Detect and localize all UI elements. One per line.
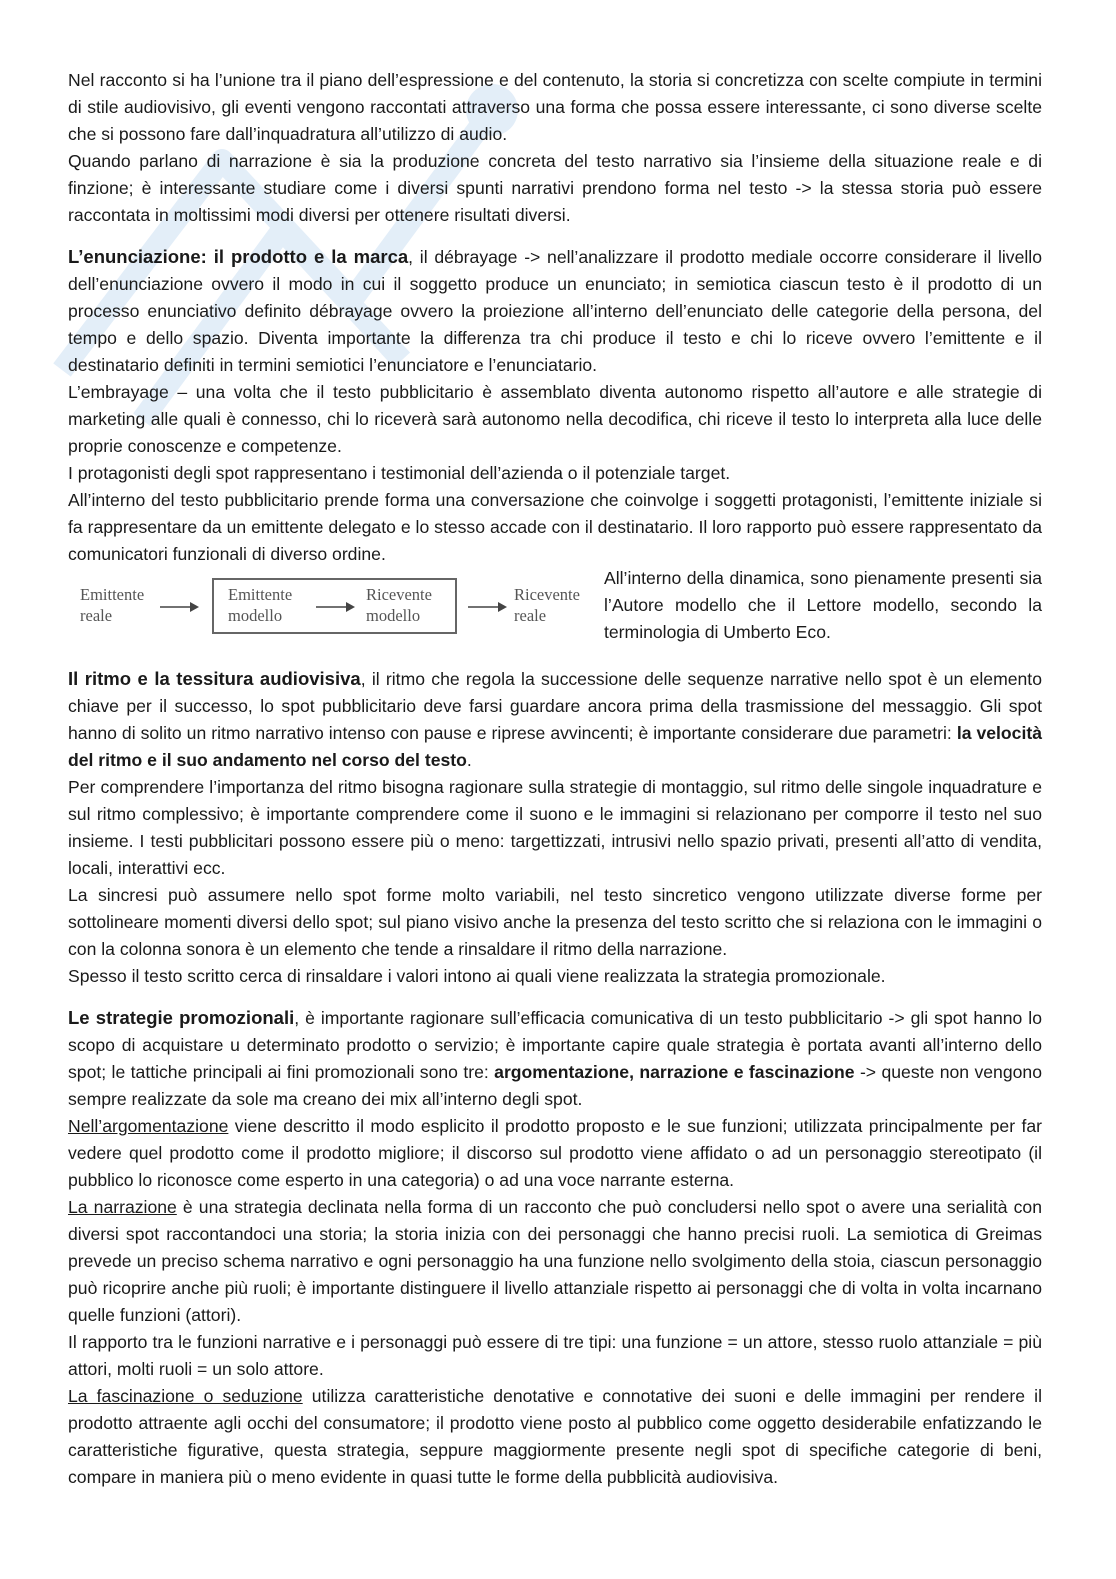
paragraph-ritmo: Il ritmo e la tessitura audiovisiva, il ritmo che regola la successione delle sequenze narrative nello spot è un elemento chiave per il successo, lo spot pubblicitario deve farsi guardare ancora prima della trasmissione del messaggio. Gli spot hanno di solito un ritmo narrativo intenso con pause e riprese avvincenti; è importante considerare due parametri: la velocità del ritmo e il suo andamento nel corso del testo. [68, 668, 1042, 770]
document-body [68, 67, 1042, 1491]
heading-strategie: Le strategie promozionali [68, 1007, 295, 1028]
text-ritmo-bold: la velocità del ritmo e il suo andamento nel corso del testo [68, 723, 1042, 770]
paragraph-argomentazione: Nell’argomentazione viene descritto il modo esplicito il prodotto proposto e le sue funzioni; utilizzata principalmente per far vedere quel prodotto come il prodotto migliore; il discorso sul prodotto viene affidato o ad un personaggio stereotipato (il pubblico lo riconosce come esperto in una categoria) o ad una voce narrante esterna. [68, 1116, 1042, 1190]
text-strategie: , è importante ragionare sull’efficacia comunicativa di un testo pubblicitario -> gli spot hanno lo scopo di acquistare u determinato prodotto o servizio; è importante capire quale strategia è portata avanti all’interno dello spot; le tattiche principali ai fini promozionali sono tre: [68, 1008, 1042, 1082]
arrow-icon [316, 600, 356, 614]
term-fascinazione: La fascinazione o seduzione [68, 1386, 303, 1406]
node-emittente-modello: Emittente modello [228, 585, 293, 625]
arrow-icon [160, 600, 200, 614]
diagram-section [68, 568, 1042, 651]
term-narrazione: La narrazione [68, 1197, 177, 1217]
node-ricevente-reale: Ricevente reale [514, 585, 580, 625]
node-ricevente-modello: Ricevente modello [366, 585, 432, 625]
paragraph-protagonisti: I protagonisti degli spot rappresentano i testimonial dell’azienda o il potenziale target. [68, 463, 731, 483]
paragraph-1: Nel racconto si ha l’unione tra il piano dell’espressione e del contenuto, la storia si concretizza con scelte compiute in termini di stile audiovisivo, gli eventi vengono raccontati attraverso una forma che possa essere interessante, ci sono diverse scelte che si possono fare dall’inquadratura all’utilizzo di audio. [68, 70, 1042, 144]
paragraph-2: Quando parlano di narrazione è sia la produzione concreta del testo narrativo sia l’insieme della situazione reale e di finzione; è interessante studiare come i diversi spunti narrativi prendono forma nel testo -> la stessa storia può essere raccontata in moltissimi modi diversi per ottenere risultati diversi. [68, 151, 1042, 225]
text-strategie-bold: argomentazione, narrazione e fascinazione [494, 1062, 855, 1082]
term-argomentazione: Nell’argomentazione [68, 1116, 229, 1136]
paragraph-autore-modello: All’interno della dinamica, sono pienamente presenti sia l’Autore modello che il Lettore modello, secondo la terminologia di Umberto Eco. [604, 568, 1042, 642]
paragraph-montaggio: Per comprendere l’importanza del ritmo bisogna ragionare sulla strategie di montaggio, sul ritmo delle singole inquadrature e sul ritmo complessivo; è importante comprendere come il suono e le immagini si relazionano per comporre il testo nel suo insieme. I testi pubblicitari possono essere più o meno: targettizzati, intrusivi nello spazio privati, presenti all’atto di vendita, locali, interattivi ecc. [68, 777, 1042, 878]
text-enunciazione: , il débrayage -> nell’analizzare il prodotto mediale occorre considerare il livello dell’enunciazione ovvero il modo in cui il soggetto produce un enunciato; in semiotica ciascun testo è il prodotto di un processo enunciativo definito débrayage ovvero la proiezione all’interno dell’enunciato delle categorie della persona, del tempo e dello spazio. Diventa importante la differenza tra chi produce il testo e chi lo riceve ovvero l’emittente e il destinatario definiti in termini semiotici l’enunciatore e l’enunciatario. [68, 247, 1042, 375]
heading-ritmo: Il ritmo e la tessitura audiovisiva [68, 668, 361, 689]
paragraph-enunciazione [68, 243, 1042, 379]
paragraph-strategie: Le strategie promozionali, è importante ragionare sull’efficacia comunicativa di un testo pubblicitario -> gli spot hanno lo scopo di acquistare u determinato prodotto o servizio; è importante capire quale strategia è portata avanti all’interno dello spot; le tattiche principali ai fini promozionali sono tre: argomentazione, narrazione e fascinazione -> queste non vengono sempre realizzate da sole ma creano dei mix all’interno degli spot. [68, 1007, 1042, 1109]
communication-diagram [68, 570, 588, 644]
paragraph-rapporto: Il rapporto tra le funzioni narrative e i personaggi può essere di tre tipi: una funzione = un attore, stesso ruolo attanziale = più attori, molti ruoli = un solo attore. [68, 1332, 1042, 1379]
paragraph-sincresi: La sincresi può assumere nello spot forme molto variabili, nel testo sincretico vengono utilizzate diverse forme per sottolineare momenti diversi dello spot; sul piano visivo anche la presenza del testo scritto che si relaziona con le immagini o con la colonna sonora è un elemento che tende a rinsaldare il ritmo della narrazione. [68, 885, 1042, 959]
paragraph-fascinazione: La fascinazione o seduzione utilizza caratteristiche denotative e connotative dei suoni e delle immagini per rendere il prodotto attraente agli occhi del consumatore; il prodotto viene posto al pubblico come oggetto desiderabile enfatizzando le caratteristiche figurative, questa strategia, seppure maggiormente presente negli spot di specifiche categorie di beni, compare in maniera più o meno evidente in quasi tutte le forme della pubblicità audiovisiva. [68, 1386, 1042, 1487]
node-emittente-reale: Emittente reale [80, 585, 145, 625]
paragraph-embrayage: L’embrayage – una volta che il testo pubblicitario è assemblato diventa autonomo rispetto all’autore e alle strategie di marketing alle quali è connesso, chi lo riceverà sarà autonomo nella decodifica, chi riceve il testo lo interpreta alla luce delle proprie conoscenze e competenze. [68, 382, 1042, 456]
paragraph-narrazione: La narrazione è una strategia declinata nella forma di un racconto che può concludersi nello spot o avere una serialità con diversi spot raccontandoci una storia; la storia inizia con dei personaggi che hanno precisi ruoli. La semiotica di Greimas prevede un preciso schema narrativo e ogni personaggio ha una funzione nello svolgimento della stoia, ciascun personaggio può ricoprire anche più ruoli; è importante distinguere il livello attanziale rispetto ai personaggi che di volta in volta incarnano quelle funzioni (attori). [68, 1197, 1042, 1325]
paragraph-testo-scritto: Spesso il testo scritto cerca di rinsaldare i valori intono ai quali viene realizzata la strategia promozionale. [68, 966, 886, 986]
text-ritmo: , il ritmo che regola la successione delle sequenze narrative nello spot è un elemento chiave per il successo, lo spot pubblicitario deve farsi guardare ancora prima della trasmissione del messaggio. Gli spot hanno di solito un ritmo narrativo intenso con pause e riprese avvincenti; è importante considerare due parametri: [68, 669, 1042, 743]
arrow-icon [468, 600, 508, 614]
paragraph-conversazione: All’interno del testo pubblicitario prende forma una conversazione che coinvolge i soggetti protagonisti, l’emittente iniziale si fa rappresentare da un emittente delegato e lo stesso accade con il destinatario. Il loro rapporto può essere rappresentato da comunicatori funzionali di diverso ordine. [68, 490, 1042, 564]
heading-enunciazione: L’enunciazione: il prodotto e la marca [68, 246, 409, 267]
